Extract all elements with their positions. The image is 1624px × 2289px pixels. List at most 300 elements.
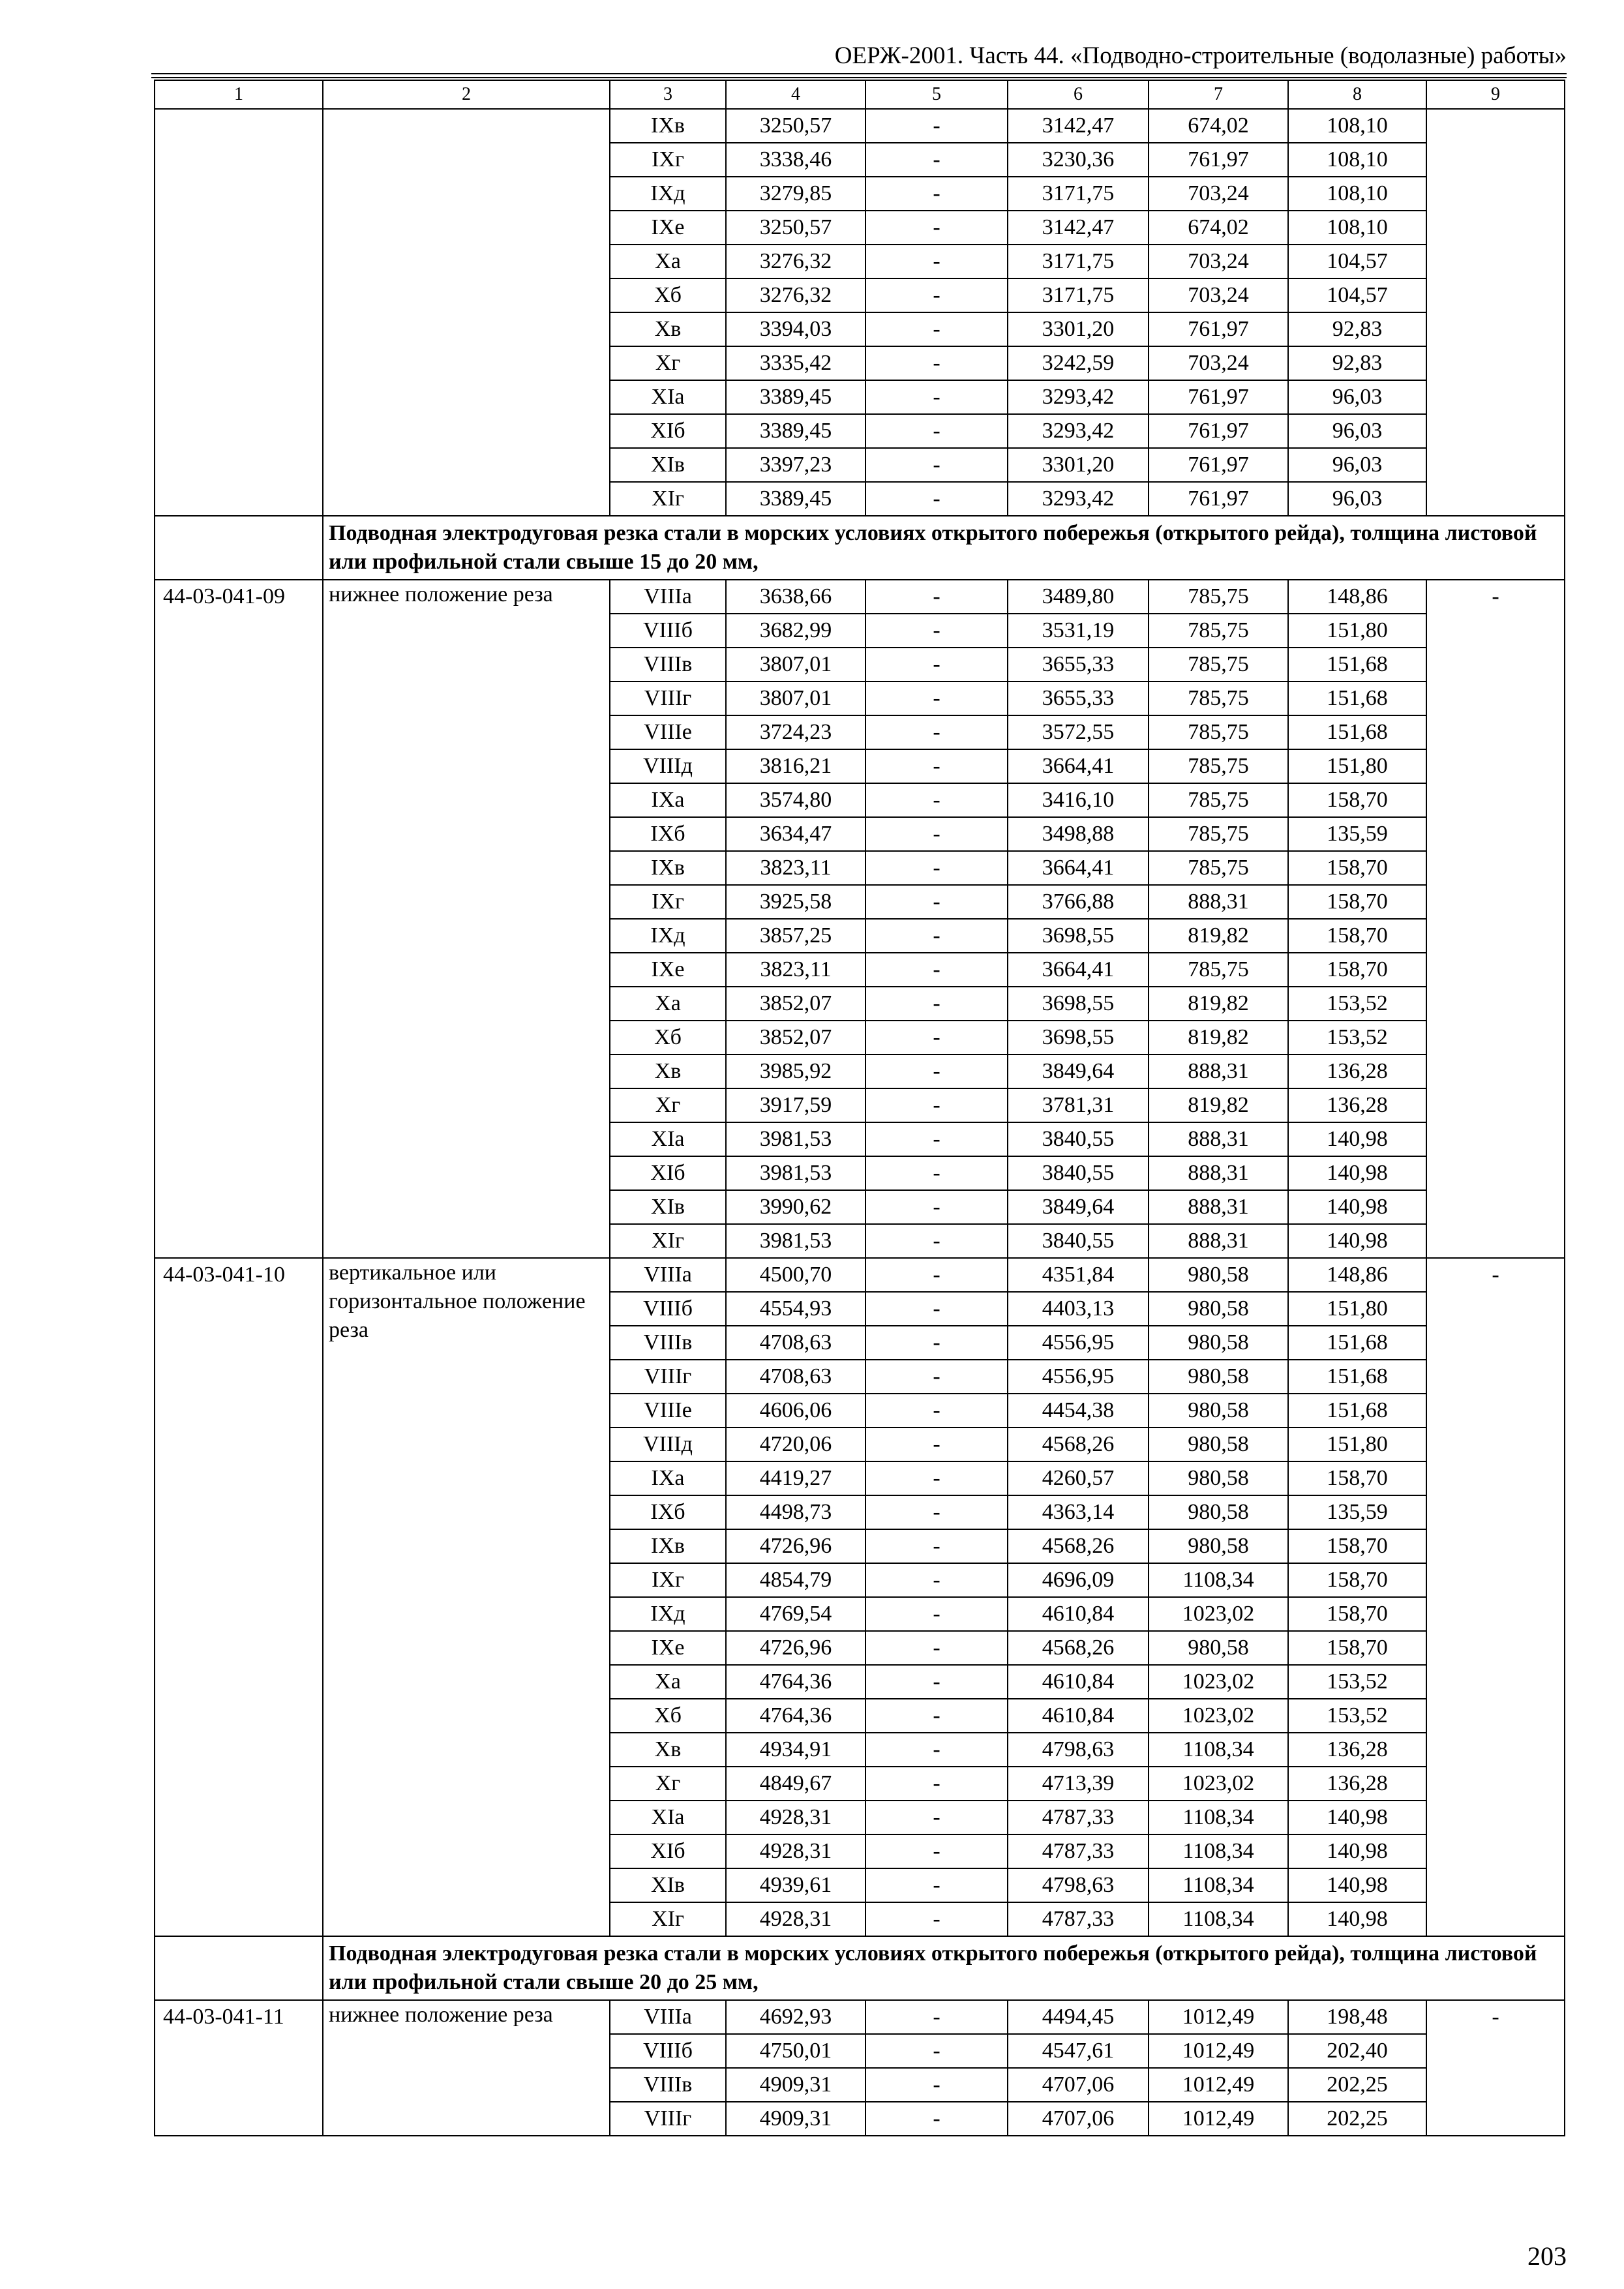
machine-cell: 819,82 (1149, 919, 1288, 953)
wage-cell: 4707,06 (1008, 2102, 1149, 2136)
total-cost-cell: 4726,96 (726, 1631, 865, 1665)
machine-cell: 761,97 (1149, 312, 1288, 346)
materials-cell: 151,68 (1288, 1326, 1426, 1360)
materials-cell: 96,03 (1288, 380, 1426, 414)
col5-cell: - (865, 1088, 1008, 1122)
col5-cell: - (865, 1055, 1008, 1088)
machine-cell: 1012,49 (1149, 2034, 1288, 2068)
col5-cell: - (865, 1529, 1008, 1563)
total-cost-cell: 3250,57 (726, 211, 865, 245)
col5-cell: - (865, 1834, 1008, 1868)
machine-cell: 1023,02 (1149, 1665, 1288, 1699)
machine-cell: 980,58 (1149, 1461, 1288, 1495)
wage-cell: 3766,88 (1008, 885, 1149, 919)
total-cost-cell: 3816,21 (726, 749, 865, 783)
machine-cell: 980,58 (1149, 1360, 1288, 1394)
machine-cell: 1108,34 (1149, 1902, 1288, 1936)
machine-cell: 761,97 (1149, 448, 1288, 482)
col5-cell: - (865, 1733, 1008, 1767)
machine-cell: 761,97 (1149, 143, 1288, 177)
item-code: 44-03-041-11 (155, 2000, 323, 2136)
col5-cell: - (865, 580, 1008, 614)
materials-cell: 153,52 (1288, 1699, 1426, 1733)
rate-class-cell: VIIIв (610, 1326, 726, 1360)
rate-class-cell: Xг (610, 346, 726, 380)
rate-class-cell: XIв (610, 448, 726, 482)
running-header: ОЕРЖ-2001. Часть 44. «Подводно-строительные (водолазные) работы» (834, 42, 1567, 69)
materials-cell: 202,25 (1288, 2102, 1426, 2136)
section-heading: Подводная электродуговая резка стали в морских условиях открытого побережья (открытого рейда), толщина листовой или профильной стали свыше 20 до 25 мм, (323, 1936, 1565, 2000)
machine-cell: 785,75 (1149, 749, 1288, 783)
materials-cell: 96,03 (1288, 482, 1426, 516)
total-cost-cell: 3724,23 (726, 715, 865, 749)
materials-cell: 140,98 (1288, 1902, 1426, 1936)
wage-cell: 4556,95 (1008, 1360, 1149, 1394)
wage-cell: 3655,33 (1008, 648, 1149, 681)
col5-cell: - (865, 2068, 1008, 2102)
table-row (155, 2000, 1565, 2034)
col5-cell: - (865, 1021, 1008, 1055)
col5-cell: - (865, 987, 1008, 1021)
rate-class-cell: Xб (610, 1021, 726, 1055)
rate-class-cell: Xа (610, 987, 726, 1021)
total-cost-cell: 3925,58 (726, 885, 865, 919)
col5-cell: - (865, 245, 1008, 278)
machine-cell: 980,58 (1149, 1326, 1288, 1360)
wage-cell: 4568,26 (1008, 1428, 1149, 1461)
col5-cell: - (865, 448, 1008, 482)
materials-cell: 136,28 (1288, 1767, 1426, 1801)
wage-cell: 4260,57 (1008, 1461, 1149, 1495)
materials-cell: 158,70 (1288, 1597, 1426, 1631)
column-number: 4 (726, 80, 865, 109)
machine-cell: 761,97 (1149, 380, 1288, 414)
section-code-cell (155, 1936, 323, 2000)
wage-cell: 3301,20 (1008, 312, 1149, 346)
materials-cell: 148,86 (1288, 580, 1426, 614)
machine-cell: 703,24 (1149, 177, 1288, 211)
machine-cell: 888,31 (1149, 1190, 1288, 1224)
table-row (155, 580, 1565, 614)
wage-cell: 3698,55 (1008, 919, 1149, 953)
rate-class-cell: IXв (610, 1529, 726, 1563)
column-number: 6 (1008, 80, 1149, 109)
total-cost-cell: 3682,99 (726, 614, 865, 648)
machine-cell: 819,82 (1149, 1021, 1288, 1055)
col9-cell: - (1426, 2000, 1565, 2136)
total-cost-cell: 3981,53 (726, 1122, 865, 1156)
col5-cell: - (865, 109, 1008, 143)
machine-cell: 785,75 (1149, 614, 1288, 648)
header-rule (151, 73, 1567, 74)
total-cost-cell: 4769,54 (726, 1597, 865, 1631)
col5-cell: - (865, 817, 1008, 851)
col9-cell: - (1426, 1258, 1565, 1936)
total-cost-cell: 4726,96 (726, 1529, 865, 1563)
wage-cell: 4556,95 (1008, 1326, 1149, 1360)
rate-class-cell: VIIIа (610, 1258, 726, 1292)
total-cost-cell: 3389,45 (726, 482, 865, 516)
col5-cell: - (865, 1190, 1008, 1224)
wage-cell: 3301,20 (1008, 448, 1149, 482)
machine-cell: 1108,34 (1149, 1733, 1288, 1767)
col5-cell: - (865, 1394, 1008, 1428)
materials-cell: 136,28 (1288, 1088, 1426, 1122)
materials-cell: 153,52 (1288, 987, 1426, 1021)
materials-cell: 140,98 (1288, 1156, 1426, 1190)
rate-class-cell: IXг (610, 143, 726, 177)
total-cost-cell: 3990,62 (726, 1190, 865, 1224)
section-heading-row (155, 1936, 1565, 2000)
rate-class-cell: IXб (610, 817, 726, 851)
materials-cell: 151,80 (1288, 749, 1426, 783)
rate-class-cell: Xг (610, 1767, 726, 1801)
wage-cell: 3531,19 (1008, 614, 1149, 648)
col5-cell: - (865, 346, 1008, 380)
materials-cell: 151,80 (1288, 614, 1426, 648)
wage-cell: 3171,75 (1008, 177, 1149, 211)
rate-class-cell: Xв (610, 312, 726, 346)
machine-cell: 785,75 (1149, 783, 1288, 817)
col5-cell: - (865, 1122, 1008, 1156)
total-cost-cell: 3852,07 (726, 987, 865, 1021)
materials-cell: 108,10 (1288, 109, 1426, 143)
total-cost-cell: 3852,07 (726, 1021, 865, 1055)
wage-cell: 4787,33 (1008, 1801, 1149, 1834)
machine-cell: 1023,02 (1149, 1699, 1288, 1733)
col5-cell: - (865, 919, 1008, 953)
materials-cell: 104,57 (1288, 278, 1426, 312)
col5-cell: - (865, 1801, 1008, 1834)
total-cost-cell: 3638,66 (726, 580, 865, 614)
total-cost-cell: 3335,42 (726, 346, 865, 380)
rate-class-cell: IXд (610, 919, 726, 953)
col5-cell: - (865, 1868, 1008, 1902)
materials-cell: 140,98 (1288, 1122, 1426, 1156)
machine-cell: 785,75 (1149, 580, 1288, 614)
total-cost-cell: 3389,45 (726, 414, 865, 448)
total-cost-cell: 4692,93 (726, 2000, 865, 2034)
materials-cell: 148,86 (1288, 1258, 1426, 1292)
total-cost-cell: 4909,31 (726, 2102, 865, 2136)
machine-cell: 761,97 (1149, 482, 1288, 516)
machine-cell: 785,75 (1149, 817, 1288, 851)
wage-cell: 3416,10 (1008, 783, 1149, 817)
wage-cell: 4798,63 (1008, 1733, 1149, 1767)
machine-cell: 703,24 (1149, 245, 1288, 278)
machine-cell: 980,58 (1149, 1394, 1288, 1428)
col5-cell: - (865, 1360, 1008, 1394)
machine-cell: 1108,34 (1149, 1563, 1288, 1597)
code-cell (155, 109, 323, 516)
wage-cell: 3664,41 (1008, 851, 1149, 885)
col5-cell: - (865, 211, 1008, 245)
total-cost-cell: 4606,06 (726, 1394, 865, 1428)
machine-cell: 980,58 (1149, 1258, 1288, 1292)
wage-cell: 4707,06 (1008, 2068, 1149, 2102)
wage-cell: 3489,80 (1008, 580, 1149, 614)
wage-cell: 3849,64 (1008, 1190, 1149, 1224)
rate-class-cell: XIа (610, 1801, 726, 1834)
total-cost-cell: 4928,31 (726, 1801, 865, 1834)
rate-class-cell: Xа (610, 1665, 726, 1699)
materials-cell: 108,10 (1288, 143, 1426, 177)
materials-cell: 158,70 (1288, 919, 1426, 953)
total-cost-cell: 3981,53 (726, 1224, 865, 1258)
total-cost-cell: 3279,85 (726, 177, 865, 211)
materials-cell: 151,68 (1288, 681, 1426, 715)
col5-cell: - (865, 1631, 1008, 1665)
total-cost-cell: 4708,63 (726, 1326, 865, 1360)
col5-cell: - (865, 2034, 1008, 2068)
section-heading-row (155, 516, 1565, 580)
materials-cell: 151,68 (1288, 715, 1426, 749)
col5-cell: - (865, 1258, 1008, 1292)
total-cost-cell: 3917,59 (726, 1088, 865, 1122)
rate-class-cell: IXб (610, 1495, 726, 1529)
total-cost-cell: 3276,32 (726, 278, 865, 312)
wage-cell: 4798,63 (1008, 1868, 1149, 1902)
description-cell (323, 109, 610, 516)
rate-class-cell: VIIIе (610, 715, 726, 749)
machine-cell: 785,75 (1149, 715, 1288, 749)
column-number: 5 (865, 80, 1008, 109)
wage-cell: 4403,13 (1008, 1292, 1149, 1326)
column-number: 9 (1426, 80, 1565, 109)
materials-cell: 151,68 (1288, 1360, 1426, 1394)
wage-cell: 4696,09 (1008, 1563, 1149, 1597)
table-row (155, 1258, 1565, 1292)
rate-class-cell: VIIIе (610, 1394, 726, 1428)
rate-class-cell: VIIIб (610, 2034, 726, 2068)
rate-class-cell: XIа (610, 380, 726, 414)
col5-cell: - (865, 1902, 1008, 1936)
total-cost-cell: 4500,70 (726, 1258, 865, 1292)
wage-cell: 4787,33 (1008, 1834, 1149, 1868)
total-cost-cell: 4764,36 (726, 1699, 865, 1733)
column-number: 1 (155, 80, 323, 109)
wage-cell: 3698,55 (1008, 987, 1149, 1021)
materials-cell: 151,68 (1288, 1394, 1426, 1428)
rate-class-cell: Xв (610, 1055, 726, 1088)
materials-cell: 108,10 (1288, 177, 1426, 211)
materials-cell: 151,68 (1288, 648, 1426, 681)
materials-cell: 140,98 (1288, 1224, 1426, 1258)
rate-class-cell: IXд (610, 1597, 726, 1631)
column-number: 3 (610, 80, 726, 109)
wage-cell: 3664,41 (1008, 749, 1149, 783)
machine-cell: 1023,02 (1149, 1597, 1288, 1631)
total-cost-cell: 4554,93 (726, 1292, 865, 1326)
machine-cell: 980,58 (1149, 1428, 1288, 1461)
machine-cell: 819,82 (1149, 987, 1288, 1021)
machine-cell: 761,97 (1149, 414, 1288, 448)
rate-class-cell: Xб (610, 278, 726, 312)
col5-cell: - (865, 1597, 1008, 1631)
item-description: нижнее положение реза (323, 580, 610, 1258)
col5-cell: - (865, 614, 1008, 648)
wage-cell: 3142,47 (1008, 211, 1149, 245)
rate-class-cell: VIIIб (610, 1292, 726, 1326)
total-cost-cell: 4854,79 (726, 1563, 865, 1597)
machine-cell: 785,75 (1149, 681, 1288, 715)
total-cost-cell: 3985,92 (726, 1055, 865, 1088)
materials-cell: 202,25 (1288, 2068, 1426, 2102)
machine-cell: 1108,34 (1149, 1801, 1288, 1834)
total-cost-cell: 3634,47 (726, 817, 865, 851)
machine-cell: 888,31 (1149, 1156, 1288, 1190)
materials-cell: 198,48 (1288, 2000, 1426, 2034)
col5-cell: - (865, 1292, 1008, 1326)
materials-cell: 92,83 (1288, 346, 1426, 380)
wage-cell: 3849,64 (1008, 1055, 1149, 1088)
table-body (155, 80, 1565, 2136)
materials-cell: 96,03 (1288, 448, 1426, 482)
rate-class-cell: XIв (610, 1190, 726, 1224)
machine-cell: 674,02 (1149, 211, 1288, 245)
materials-cell: 202,40 (1288, 2034, 1426, 2068)
col9-cell (1426, 109, 1565, 516)
total-cost-cell: 4708,63 (726, 1360, 865, 1394)
rate-class-cell: IXв (610, 109, 726, 143)
page-number: 203 (1527, 2241, 1567, 2271)
col5-cell: - (865, 414, 1008, 448)
materials-cell: 140,98 (1288, 1834, 1426, 1868)
column-number: 2 (323, 80, 610, 109)
materials-cell: 96,03 (1288, 414, 1426, 448)
total-cost-cell: 3574,80 (726, 783, 865, 817)
materials-cell: 158,70 (1288, 1563, 1426, 1597)
wage-cell: 3840,55 (1008, 1156, 1149, 1190)
machine-cell: 703,24 (1149, 346, 1288, 380)
col5-cell: - (865, 851, 1008, 885)
total-cost-cell: 3394,03 (726, 312, 865, 346)
rate-class-cell: Xб (610, 1699, 726, 1733)
materials-cell: 158,70 (1288, 885, 1426, 919)
table-row (155, 109, 1565, 143)
rate-class-cell: IXд (610, 177, 726, 211)
column-number-row (155, 80, 1565, 109)
total-cost-cell: 4498,73 (726, 1495, 865, 1529)
machine-cell: 703,24 (1149, 278, 1288, 312)
wage-cell: 4547,61 (1008, 2034, 1149, 2068)
materials-cell: 158,70 (1288, 1529, 1426, 1563)
materials-cell: 140,98 (1288, 1801, 1426, 1834)
wage-cell: 4363,14 (1008, 1495, 1149, 1529)
total-cost-cell: 4750,01 (726, 2034, 865, 2068)
total-cost-cell: 3981,53 (726, 1156, 865, 1190)
materials-cell: 135,59 (1288, 1495, 1426, 1529)
col5-cell: - (865, 1224, 1008, 1258)
materials-cell: 136,28 (1288, 1733, 1426, 1767)
col9-cell: - (1426, 580, 1565, 1258)
total-cost-cell: 4939,61 (726, 1868, 865, 1902)
rate-class-cell: VIIIв (610, 2068, 726, 2102)
materials-cell: 153,52 (1288, 1665, 1426, 1699)
col5-cell: - (865, 1699, 1008, 1733)
rate-class-cell: XIа (610, 1122, 726, 1156)
wage-cell: 4610,84 (1008, 1665, 1149, 1699)
total-cost-cell: 4720,06 (726, 1428, 865, 1461)
wage-cell: 3698,55 (1008, 1021, 1149, 1055)
rate-class-cell: VIIIд (610, 1428, 726, 1461)
wage-cell: 3171,75 (1008, 278, 1149, 312)
header-rule (151, 77, 1567, 78)
rate-class-cell: VIIIа (610, 2000, 726, 2034)
materials-cell: 151,80 (1288, 1428, 1426, 1461)
col5-cell: - (865, 953, 1008, 987)
rate-class-cell: VIIIг (610, 1360, 726, 1394)
machine-cell: 1108,34 (1149, 1834, 1288, 1868)
wage-cell: 3664,41 (1008, 953, 1149, 987)
machine-cell: 1012,49 (1149, 2068, 1288, 2102)
column-number: 7 (1149, 80, 1288, 109)
rate-class-cell: XIг (610, 1902, 726, 1936)
col5-cell: - (865, 482, 1008, 516)
col5-cell: - (865, 380, 1008, 414)
col5-cell: - (865, 749, 1008, 783)
wage-cell: 4454,38 (1008, 1394, 1149, 1428)
rate-class-cell: XIб (610, 1834, 726, 1868)
machine-cell: 980,58 (1149, 1292, 1288, 1326)
rate-class-cell: XIг (610, 482, 726, 516)
wage-cell: 3840,55 (1008, 1224, 1149, 1258)
wage-cell: 4568,26 (1008, 1631, 1149, 1665)
rate-class-cell: IXв (610, 851, 726, 885)
rate-class-cell: IXе (610, 211, 726, 245)
total-cost-cell: 4419,27 (726, 1461, 865, 1495)
rate-class-cell: VIIIг (610, 2102, 726, 2136)
total-cost-cell: 4909,31 (726, 2068, 865, 2102)
machine-cell: 785,75 (1149, 648, 1288, 681)
col5-cell: - (865, 312, 1008, 346)
rate-class-cell: XIб (610, 414, 726, 448)
rate-class-cell: IXе (610, 1631, 726, 1665)
wage-cell: 4568,26 (1008, 1529, 1149, 1563)
item-description: вертикальное или горизонтальное положение реза (323, 1258, 610, 1936)
wage-cell: 4713,39 (1008, 1767, 1149, 1801)
section-heading: Подводная электродуговая резка стали в морских условиях открытого побережья (открытого рейда), толщина листовой или профильной стали свыше 15 до 20 мм, (323, 516, 1565, 580)
col5-cell: - (865, 1767, 1008, 1801)
rate-class-cell: XIб (610, 1156, 726, 1190)
wage-cell: 3572,55 (1008, 715, 1149, 749)
total-cost-cell: 3276,32 (726, 245, 865, 278)
wage-cell: 3840,55 (1008, 1122, 1149, 1156)
total-cost-cell: 3250,57 (726, 109, 865, 143)
rates-table (154, 80, 1565, 2136)
item-code: 44-03-041-09 (155, 580, 323, 1258)
machine-cell: 980,58 (1149, 1495, 1288, 1529)
wage-cell: 3171,75 (1008, 245, 1149, 278)
wage-cell: 3498,88 (1008, 817, 1149, 851)
materials-cell: 158,70 (1288, 1631, 1426, 1665)
rate-class-cell: Xг (610, 1088, 726, 1122)
wage-cell: 3293,42 (1008, 380, 1149, 414)
total-cost-cell: 3338,46 (726, 143, 865, 177)
rate-class-cell: VIIIг (610, 681, 726, 715)
wage-cell: 3242,59 (1008, 346, 1149, 380)
col5-cell: - (865, 681, 1008, 715)
machine-cell: 888,31 (1149, 1055, 1288, 1088)
total-cost-cell: 3807,01 (726, 681, 865, 715)
machine-cell: 1012,49 (1149, 2000, 1288, 2034)
rate-class-cell: IXг (610, 885, 726, 919)
rate-class-cell: VIIIв (610, 648, 726, 681)
total-cost-cell: 3857,25 (726, 919, 865, 953)
rate-class-cell: XIг (610, 1224, 726, 1258)
materials-cell: 140,98 (1288, 1868, 1426, 1902)
wage-cell: 3781,31 (1008, 1088, 1149, 1122)
